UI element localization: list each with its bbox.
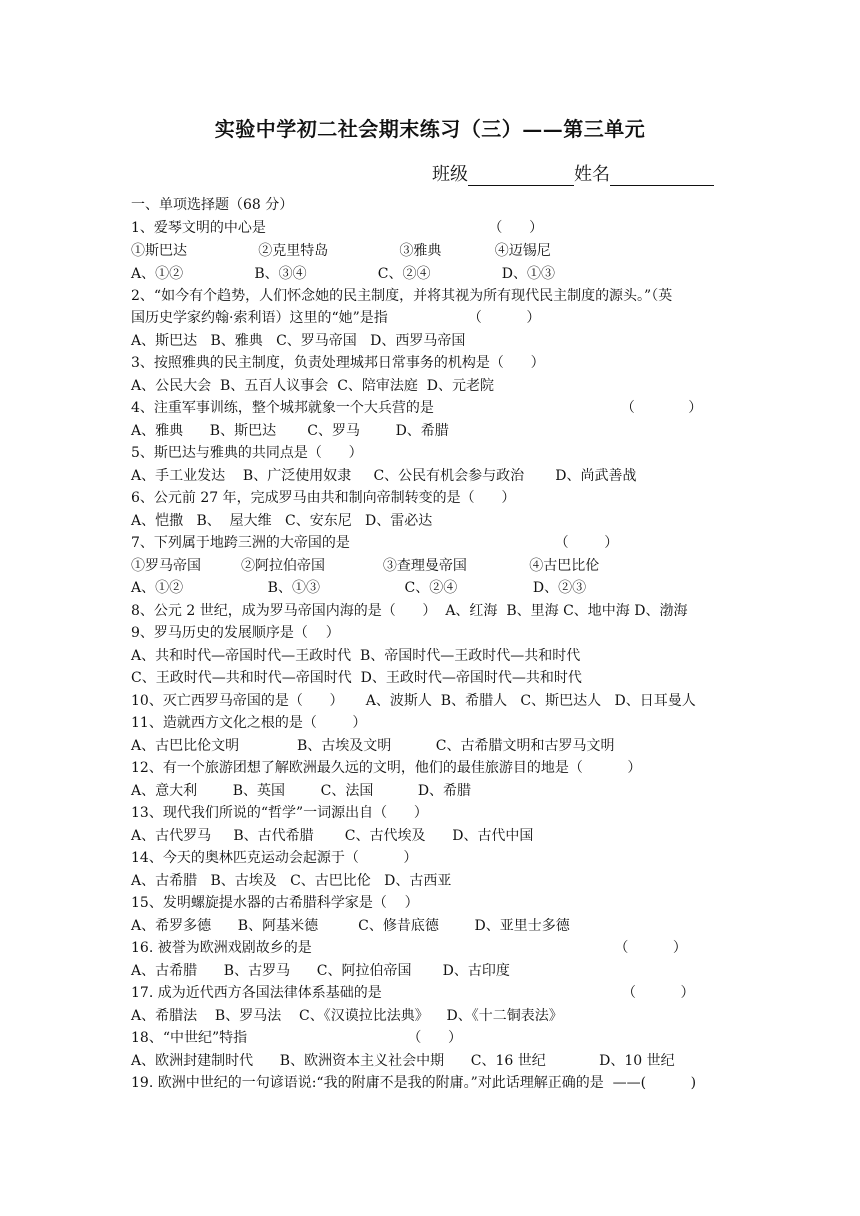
option-line: ①罗马帝国 ②阿拉伯帝国 ③查理曼帝国 ④古巴比伦 <box>131 558 600 574</box>
question-line: 14、今天的奥林匹克运动会起源于（ ） <box>131 850 418 866</box>
class-label: 班级 <box>432 164 468 185</box>
answer-choices: A、意大利 B、英国 C、法国 D、希腊 <box>131 783 472 799</box>
class-blank[interactable] <box>468 167 574 186</box>
student-info <box>432 160 714 186</box>
name-blank[interactable] <box>610 167 714 186</box>
answer-choices: A、希罗多德 B、阿基米德 C、修昔底德 D、亚里士多德 <box>131 918 570 934</box>
answer-choices: A、古代罗马 B、古代希腊 C、古代埃及 D、古代中国 <box>131 828 534 844</box>
question-line: 7、下列属于地跨三洲的大帝国的是 （ ） <box>131 535 619 551</box>
question-line: 11、造就西方文化之根的是（ ） <box>131 715 367 731</box>
answer-choices: A、共和时代—帝国时代—王政时代 B、帝国时代—王政时代—共和时代 <box>131 648 581 664</box>
question-line: 3、按照雅典的民主制度，负责处理城邦日常事务的机构是（ ） <box>131 355 545 371</box>
answer-choices: A、斯巴达 B、雅典 C、罗马帝国 D、西罗马帝国 <box>131 333 466 349</box>
answer-choices: A、古希腊 B、古罗马 C、阿拉伯帝国 D、古印度 <box>131 963 510 979</box>
question-line: 8、公元 2 世纪，成为罗马帝国内海的是（ ） A、红海 B、里海 C、地中海 D、渤海 <box>131 603 688 619</box>
answer-choices: A、手工业发达 B、广泛使用奴隶 C、公民有机会参与政治 D、尚武善战 <box>131 468 637 484</box>
question-line: 12、有一个旅游团想了解欧洲最久远的文明，他们的最佳旅游目的地是（ ） <box>131 760 642 776</box>
question-line: 10、灭亡西罗马帝国的是（ ） A、波斯人 B、希腊人 C、斯巴达人 D、日耳曼人 <box>131 693 696 709</box>
question-line: 17. 成为近代西方各国法律体系基础的是 （ ） <box>131 985 695 1001</box>
answer-choices: A、古巴比伦文明 B、古埃及文明 C、古希腊文明和古罗马文明 <box>131 738 615 754</box>
page-title: 实验中学初二社会期末练习（三）——第三单元 <box>214 117 646 141</box>
question-line: 1、爱琴文明的中心是 （ ） <box>131 220 544 236</box>
question-line: 16. 被誉为欧洲戏剧故乡的是 （ ） <box>131 940 687 956</box>
answer-choices: A、公民大会 B、五百人议事会 C、陪审法庭 D、元老院 <box>131 378 495 394</box>
answer-choices: A、古希腊 B、古埃及 C、古巴比伦 D、古西亚 <box>131 873 452 889</box>
answer-choices: C、王政时代—共和时代—帝国时代 D、王政时代—帝国时代—共和时代 <box>131 670 582 686</box>
answer-choices: A、欧洲封建制时代 B、欧洲资本主义社会中期 C、16 世纪 D、10 世纪 <box>131 1053 675 1069</box>
question-line: 19. 欧洲中世纪的一句谚语说:“我的附庸不是我的附庸。”对此话理解正确的是 ——( ) <box>131 1075 697 1091</box>
question-line: 5、斯巴达与雅典的共同点是（ ） <box>131 445 363 461</box>
question-line: 15、发明螺旋提水器的古希腊科学家是（ ） <box>131 895 419 911</box>
answer-choices: A、①② B、①③ C、②④ D、②③ <box>131 580 587 596</box>
question-line: 6、公元前 27 年，完成罗马由共和制向帝制转变的是（ ） <box>131 490 516 506</box>
question-line: 9、罗马历史的发展顺序是（ ） <box>131 625 340 641</box>
section-heading: 一、单项选择题（68 分） <box>131 197 294 213</box>
answer-choices: A、希腊法 B、罗马法 C、《汉谟拉比法典》 D、《十二铜表法》 <box>131 1008 563 1024</box>
question-line: 4、注重军事训练，整个城邦就象一个大兵营的是 （ ） <box>131 400 703 416</box>
answer-choices: A、雅典 B、斯巴达 C、罗马 D、希腊 <box>131 423 449 439</box>
name-label: 姓名 <box>574 164 610 185</box>
question-line: 13、现代我们所说的“哲学”一词源出自（ ） <box>131 805 428 821</box>
question-line: 国历史学家约翰·索利语）这里的“她”是指 （ ） <box>131 310 541 326</box>
question-line: 18、“中世纪”特指 （ ） <box>131 1030 463 1046</box>
question-line: 2、“如今有个趋势，人们怀念她的民主制度，并将其视为所有现代民主制度的源头。”（英 <box>131 288 673 304</box>
answer-choices: A、恺撒 B、 屋大维 C、安东尼 D、雷必达 <box>131 513 433 529</box>
option-line: ①斯巴达 ②克里特岛 ③雅典 ④迈锡尼 <box>131 243 551 259</box>
answer-choices: A、①② B、③④ C、②④ D、①③ <box>131 266 555 282</box>
